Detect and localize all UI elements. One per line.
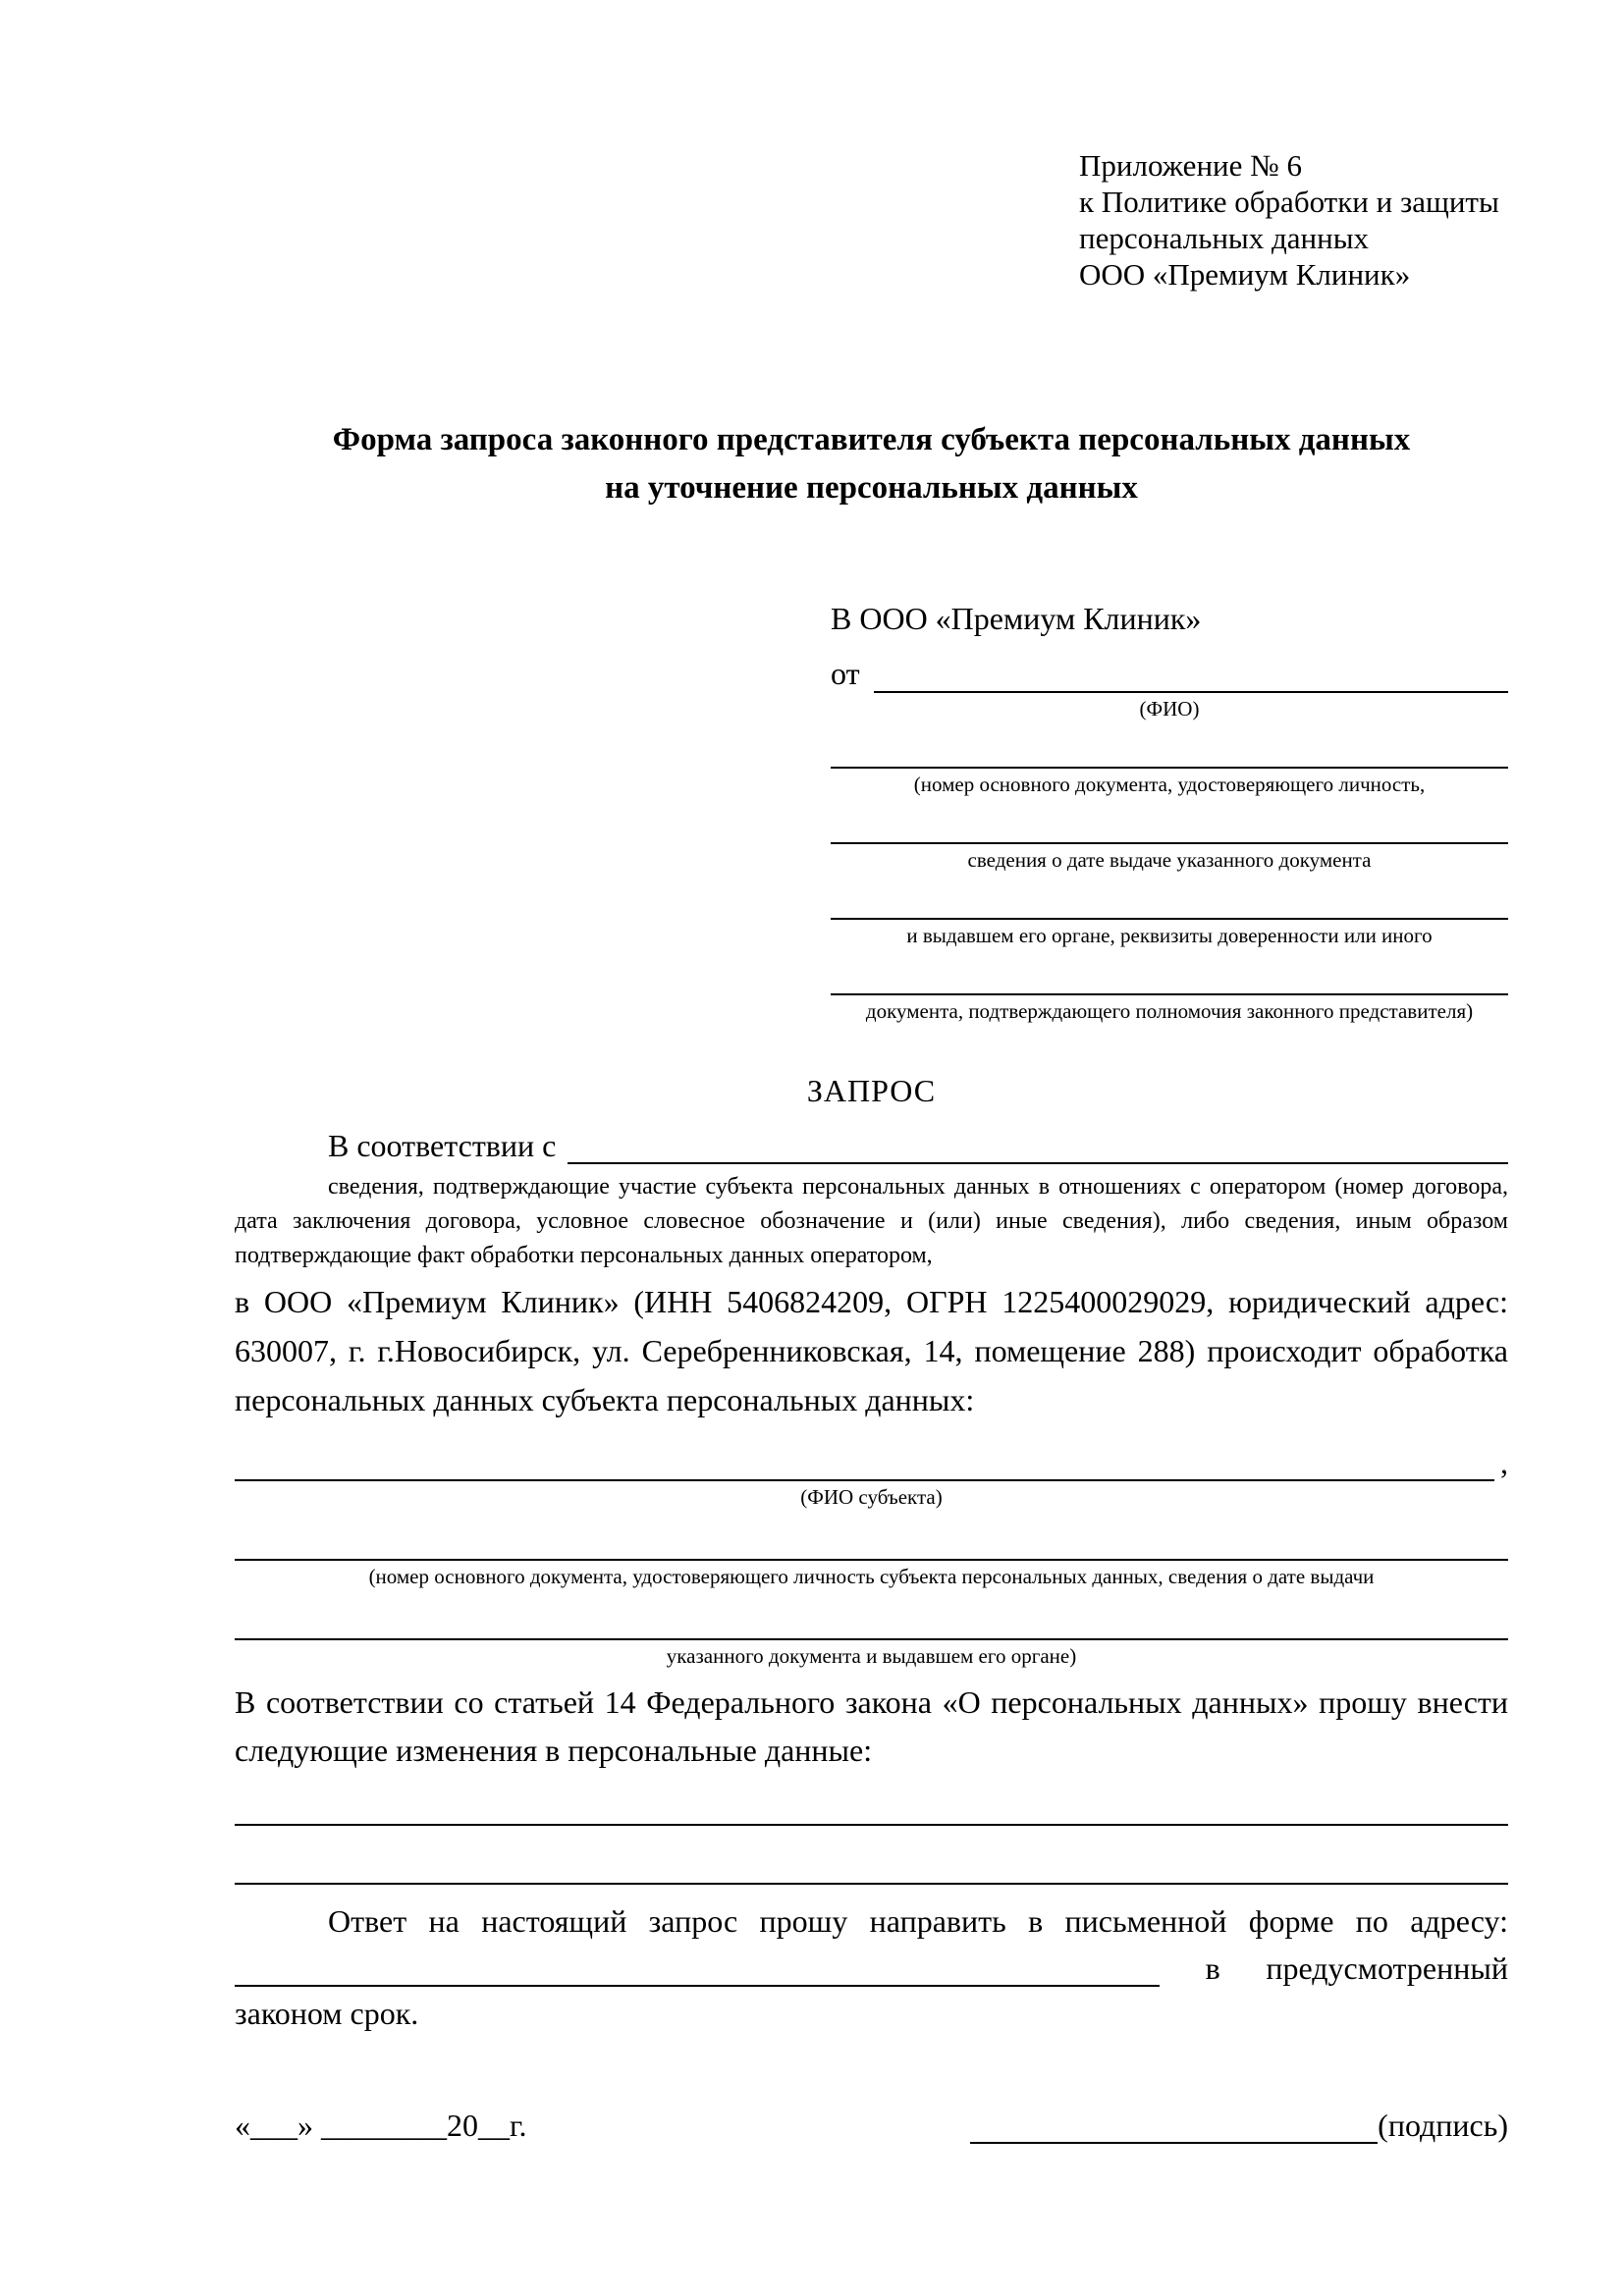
- representative-doc-caption-3: и выдавшем его органе, реквизиты доверенности или иного: [906, 924, 1433, 947]
- answer-word-1: в: [1205, 1950, 1220, 1986]
- fio-caption: (ФИО): [1139, 697, 1200, 721]
- intro-footnote: сведения, подтверждающие участие субъекта персональных данных в отношениях с оператором (номер договора, дата заключения договора, условное словесное обозначение и (или) иные сведения), либо сведения, иным образом подтверждающие факт обработки персональных данных оператором,: [235, 1174, 1508, 1268]
- addressee-from-row: [831, 652, 1508, 693]
- representative-doc-blank-line-2: [831, 842, 1508, 844]
- request-intro-label: В соответствии с: [328, 1128, 557, 1163]
- annex-reference-block: [1079, 147, 1508, 293]
- annex-line-1: Приложение № 6: [1079, 148, 1302, 183]
- subject-fio-blank-line: [235, 1442, 1494, 1481]
- date-blank: «___» ________20__г.: [235, 2108, 527, 2143]
- document-title-line-1: Форма запроса законного представителя субъекта персональных данных: [332, 422, 1411, 457]
- representative-doc-caption-4: документа, подтверждающего полномочия законного представителя): [865, 999, 1474, 1023]
- amendment-paragraph: В соответствии со статьей 14 Федерального закона «О персональных данных» прошу внести следующие изменения в персональные данные:: [235, 1684, 1508, 1768]
- representative-doc-blank-line-3: [831, 918, 1508, 920]
- subject-doc-caption-2: указанного документа и выдавшем его органе): [666, 1644, 1077, 1668]
- relation-proof-blank-line: [568, 1125, 1508, 1164]
- representative-doc-caption-1: (номер основного документа, удостоверяющего личность,: [913, 773, 1426, 796]
- answer-paragraph-line-1: Ответ на настоящий запрос прошу направить в письменной форме по адресу:: [328, 1903, 1508, 1939]
- addressee-from-label: от: [831, 656, 860, 691]
- representative-doc-caption-2: сведения о дате выдаче указанного документа: [967, 848, 1372, 872]
- amendment-blank-line-1: [235, 1824, 1508, 1826]
- answer-paragraph-line-3: законом срок.: [235, 1996, 419, 2031]
- date-signature-row: [235, 2107, 1508, 2144]
- subject-fio-row: [235, 1442, 1508, 1481]
- signature-group: [970, 2107, 1508, 2144]
- representative-doc-blank-line-1: [831, 767, 1508, 769]
- document-title-line-2: на уточнение персональных данных: [605, 470, 1138, 506]
- addressee-block: [831, 599, 1508, 1024]
- amendment-blank-line-2: [235, 1883, 1508, 1885]
- answer-address-row: [235, 1944, 1508, 1987]
- subject-fio-caption: (ФИО субъекта): [800, 1485, 943, 1509]
- annex-line-2: к Политике обработки и защиты: [1079, 185, 1499, 219]
- signature-caption: (подпись): [1378, 2108, 1508, 2143]
- request-intro-row: [235, 1121, 1508, 1164]
- document-content: [235, 0, 1508, 2144]
- operator-paragraph: в ООО «Премиум Клиник» (ИНН 5406824209, ОГРН 1225400029029, юридический адрес: 630007, г. г.Новосибирск, ул. Серебренниковская, 14, помещение 288) происходит обработка персональных данных субъекта персональных данных:: [235, 1284, 1508, 1417]
- addressee-to: В ООО «Премиум Клиник»: [831, 601, 1202, 636]
- answer-word-2: предусмотренный: [1266, 1950, 1508, 1986]
- subject-doc-blank-line-1: [235, 1559, 1508, 1561]
- subject-doc-blank-line-2: [235, 1638, 1508, 1640]
- annex-line-4: ООО «Премиум Клиник»: [1079, 257, 1411, 292]
- representative-fio-blank-line: [874, 654, 1508, 693]
- document-title: [235, 416, 1508, 512]
- representative-doc-blank-line-4: [831, 993, 1508, 995]
- answer-address-blank-line: [235, 1948, 1160, 1987]
- subject-line-comma: ,: [1500, 1445, 1508, 1480]
- request-heading: ЗАПРОС: [806, 1073, 937, 1108]
- signature-blank-line: [970, 2107, 1378, 2144]
- subject-doc-caption-1: (номер основного документа, удостоверяющего личность субъекта персональных данных, сведения о дате выдачи: [368, 1565, 1375, 1588]
- annex-line-3: персональных данных: [1079, 221, 1370, 255]
